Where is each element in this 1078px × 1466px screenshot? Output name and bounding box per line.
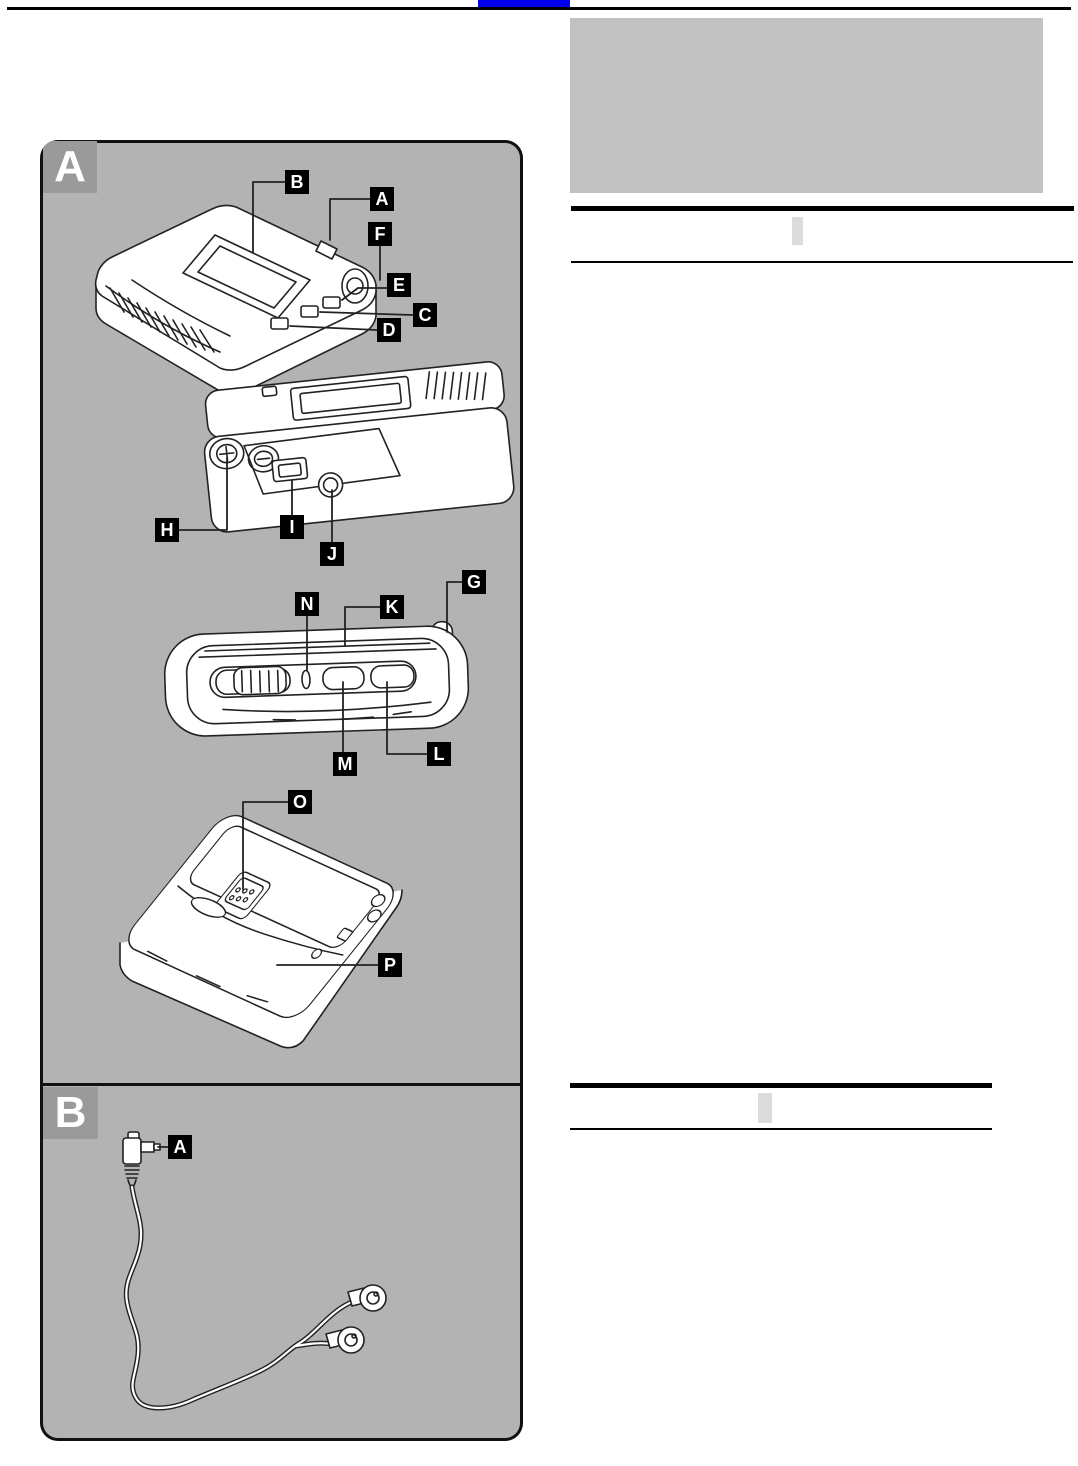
callout-label-a2: A	[168, 1135, 192, 1159]
callout-label-l: L	[427, 742, 451, 766]
top-rule	[7, 7, 1071, 10]
dictation-device-top-edge-view-illustration	[163, 621, 470, 738]
callout-label-g: G	[462, 570, 486, 594]
earphones-with-right-angle-plug-illustration	[123, 1132, 386, 1408]
callout-label-o: O	[288, 790, 312, 814]
callout-label-h: H	[155, 518, 179, 542]
callout-label-k: K	[380, 595, 404, 619]
callout-label-i: I	[280, 515, 304, 539]
section-rule-thin	[571, 261, 1073, 263]
callout-label-a: A	[370, 187, 394, 211]
callout-label-b: B	[285, 170, 309, 194]
callout-label-d: D	[377, 318, 401, 342]
dictation-device-bottom-view-illustration	[120, 810, 402, 1048]
callout-label-j: J	[320, 542, 344, 566]
callout-label-e: E	[387, 273, 411, 297]
dictation-device-top-front-view-illustration	[96, 205, 376, 394]
text-cursor-block	[758, 1093, 772, 1123]
section-a-badge: A	[43, 141, 97, 193]
callout-label-c: C	[413, 303, 437, 327]
section-rule-thick	[571, 206, 1074, 211]
callout-label-f: F	[368, 222, 392, 246]
callout-label-m: M	[333, 752, 357, 776]
text-cursor-block	[792, 217, 803, 245]
callout-label-p: P	[378, 953, 402, 977]
section-divider	[40, 1083, 523, 1086]
figure-panel	[40, 140, 523, 1441]
figure-illustrations	[40, 140, 523, 1441]
section-rule-thin	[570, 1128, 992, 1130]
section-rule-thick	[570, 1083, 992, 1088]
image-placeholder	[570, 18, 1043, 193]
section-b-badge: B	[43, 1087, 98, 1139]
top-link[interactable]	[478, 0, 570, 7]
callout-label-n: N	[295, 592, 319, 616]
